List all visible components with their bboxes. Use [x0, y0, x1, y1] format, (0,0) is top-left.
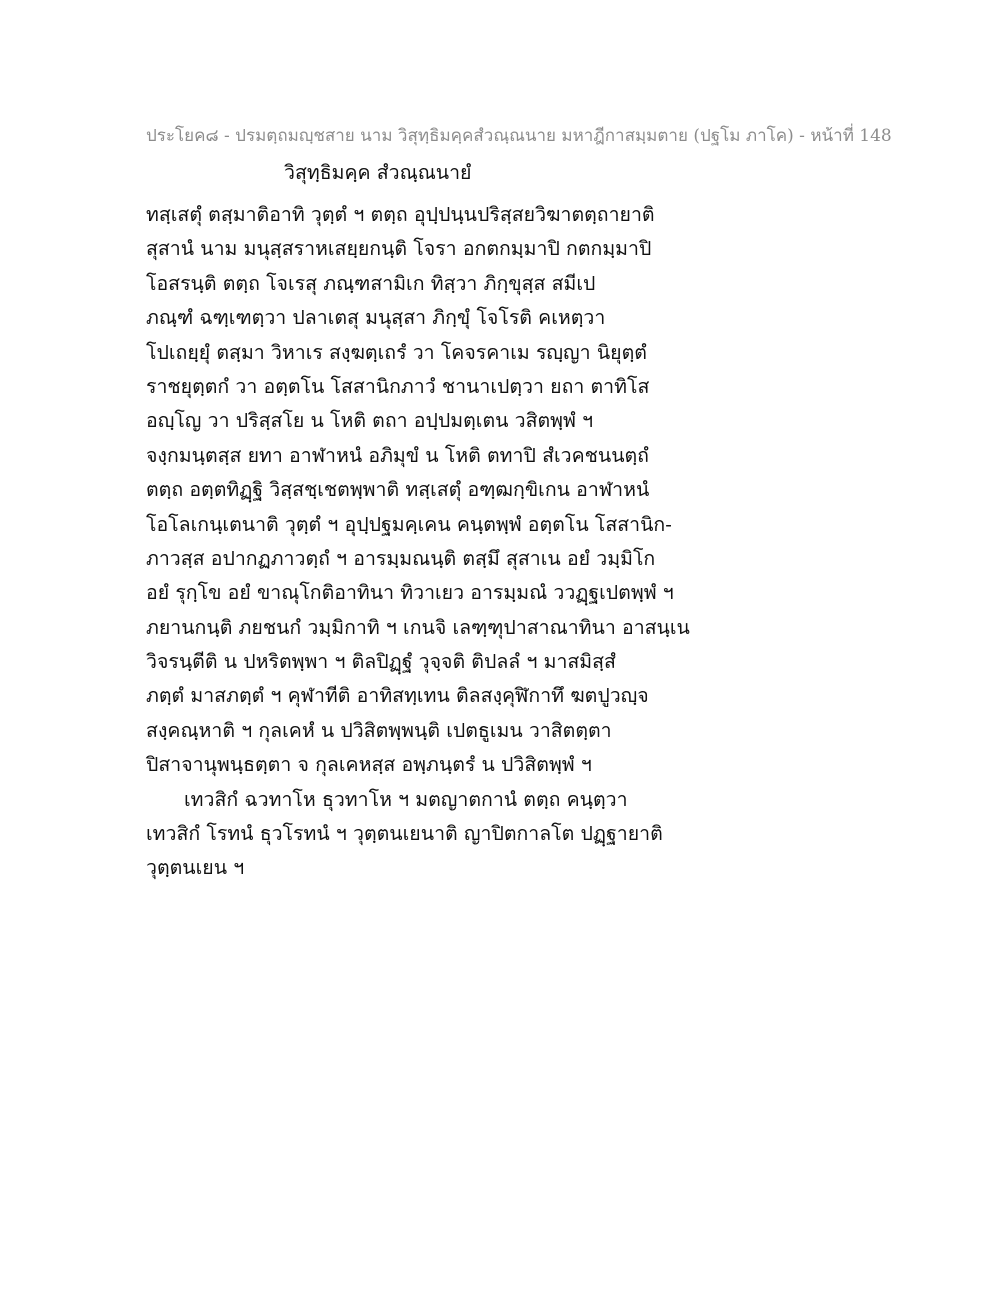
body-line: ทสฺเสตุํ ตสฺมาติอาทิ วุตฺตํ ฯ ตตฺถ อุปฺปนฺนปริสฺสยวิฆาตตฺถายาติ	[146, 203, 655, 226]
body-line: เทวสิกํ โรทนํ ธุวโรทนํ ฯ วุตฺตนเยนาติ ญาปิตกาลโต ปฏฺฐายาติ	[146, 822, 663, 846]
body-line: โอสรนฺติ ตตฺถ โจเรสุ ภณฺฑสามิเก ทิสฺวา ภิกฺขุสฺส สมีเป	[146, 271, 596, 295]
body-line: โปเถยฺยุํ ตสฺมา วิหาเร สงฺฆตฺเถรํ วา โคจรคาเม รญฺญา นิยุตฺตํ	[146, 340, 647, 364]
body-line: ภณฺฑํ ฉฑฺเฑตฺวา ปลาเตสุ มนุสฺสา ภิกฺขุํ โจโรติ คเหตฺวา	[146, 306, 606, 330]
body-text	[146, 198, 866, 886]
running-header: ประโยค๘ - ปรมตฺถมญฺชสาย นาม วิสุทฺธิมคฺคสํวณฺณนาย มหาฎีกาสมฺมตาย (ปฐโม ภาโค) - หน้าที่ 148	[146, 126, 892, 146]
body-line: สุสานํ นาม มนุสฺสราหเสยฺยกนฺติ โจรา อกตกมฺมาปิ กตกมฺมาปิ	[146, 237, 652, 261]
body-line: ราชยุตฺตกํ วา อตฺตโน โสสานิกภาวํ ชานาเปตฺวา ยถา ตาทิโส	[146, 374, 650, 398]
body-line: ภตฺตํ มาสภตฺตํ ฯ คุฬาทีติ อาทิสทฺเทน ติลสงฺคุฬิกาทึ ฆตปูวญฺจ	[146, 684, 649, 708]
body-line: สงฺคณฺหาติ ฯ กุลเคหํ น ปวิสิตพฺพนฺติ เปตธูเมน วาสิตตฺตา	[146, 718, 612, 742]
body-line: ภาวสฺส อปากฏภาวตฺถํ ฯ อารมฺมณนฺติ ตสฺมึ สุสาเน อยํ วมฺมิโก	[146, 546, 656, 570]
body-line: วิจรนฺตีติ น ปหริตพฺพา ฯ ติลปิฏฺฐํ วุจฺจติ ติปลลํ ฯ มาสมิสฺสํ	[146, 650, 616, 674]
section-title: วิสุทฺธิมคฺค สํวณฺณนายํ	[284, 161, 472, 184]
body-line: ปิสาจานุพนฺธตฺตา จ กุลเคหสฺส อพฺภนฺตรํ น ปวิสิตพฺพํ ฯ	[146, 753, 592, 777]
body-line: ภยานกนฺติ ภยชนกํ วมฺมิกาทิ ฯ เกนจิ เลฑฺฑุปาสาณาทินา อาสนฺเน	[146, 615, 690, 639]
body-line: โอโลเกนฺเตนาติ วุตฺตํ ฯ อุปฺปฐมคฺเคน คนฺตพฺพํ อตฺตโน โสสานิก-	[146, 512, 672, 536]
body-line: เทวสิกํ ฉวทาโห ธุวทาโห ฯ มตญาตกานํ ตตฺถ คนฺตฺวา	[184, 787, 628, 811]
body-line: ตตฺถ อตฺตทิฏฺฐิ วิสฺสชฺเชตพฺพาติ ทสฺเสตุํ อฑฺฒกฺขิเกน อาฬาหนํ	[146, 478, 650, 502]
body-line: อยํ รุกฺโข อยํ ขาณุโกติอาทินา ทิวาเยว อารมฺมณํ ววฏฺฐเปตพฺพํ ฯ	[146, 581, 674, 605]
body-line: อญฺโญ วา ปริสฺสโย น โหติ ตถา อปฺปมตฺเตน วสิตพฺพํ ฯ	[146, 409, 594, 433]
body-line: จงฺกมนฺตสฺส ยทา อาฬาหนํ อภิมุขํ น โหติ ตทาปิ สํเวคชนนตฺถํ	[146, 443, 649, 467]
body-line: วุตฺตนเยน ฯ	[146, 856, 245, 880]
